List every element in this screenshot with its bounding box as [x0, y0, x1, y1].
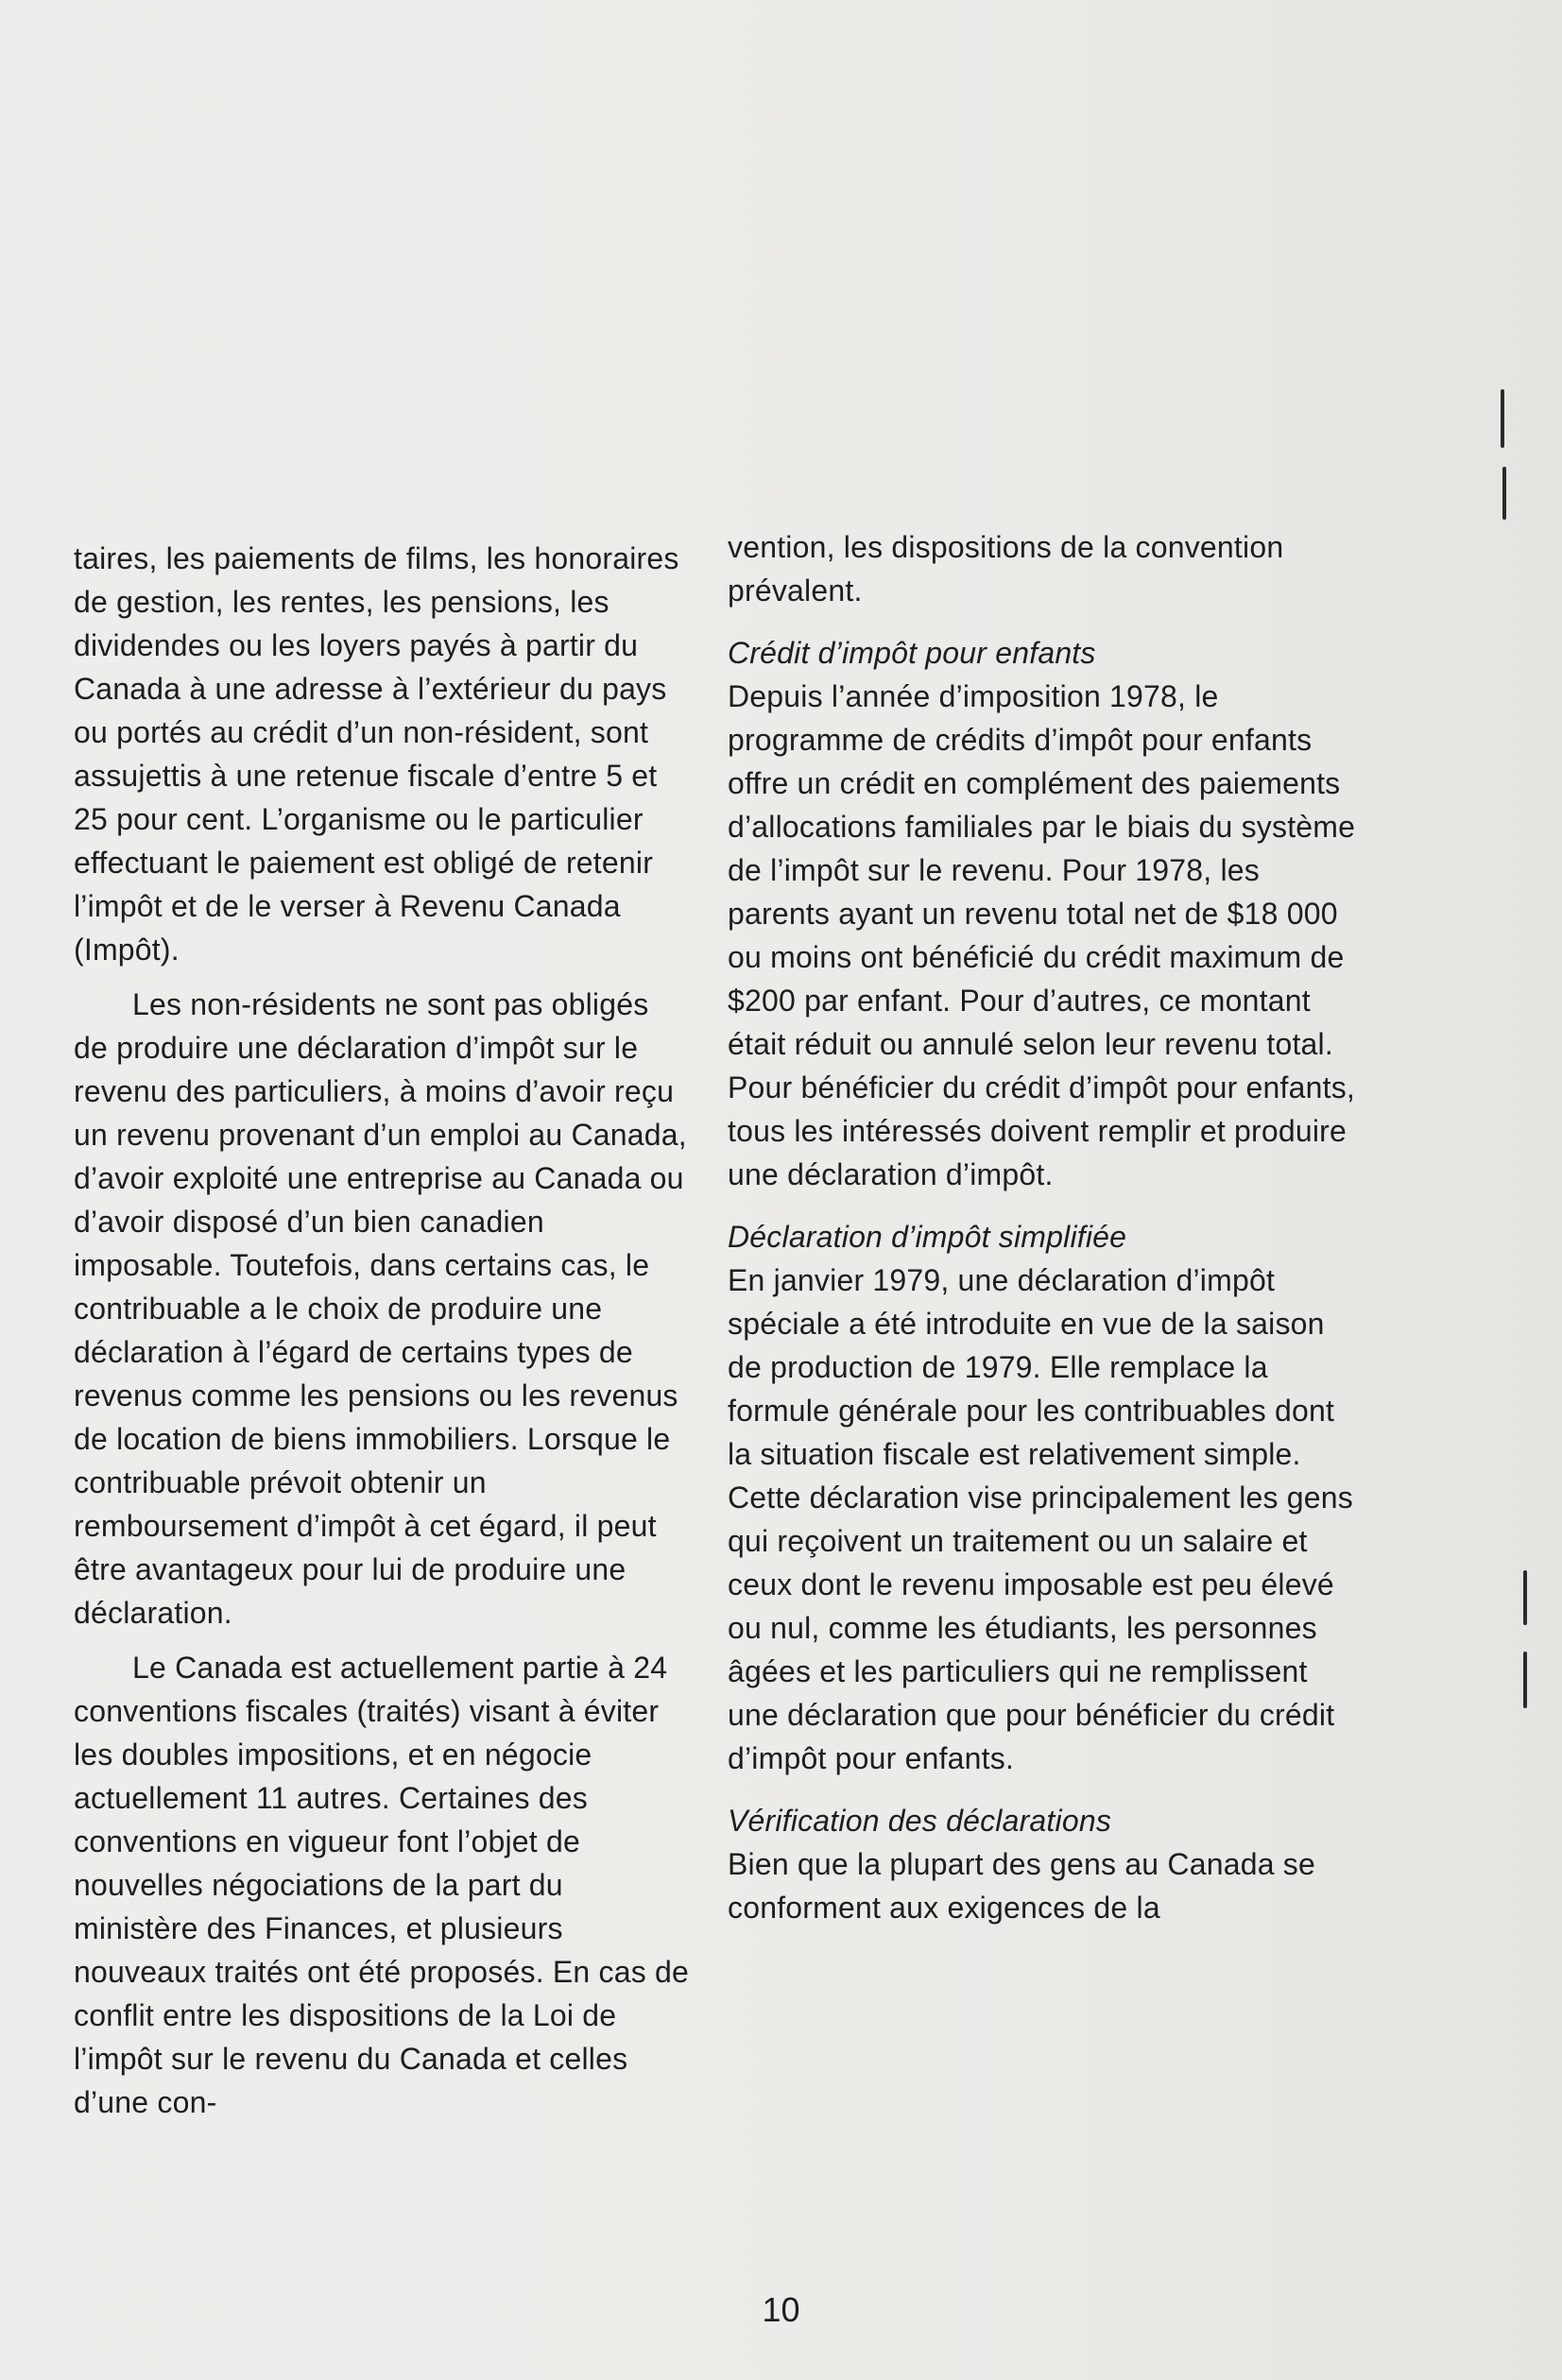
paragraph: taires, les paiements de films, les honoraires de gestion, les rentes, les pensions, les dividendes ou les loyers payés à partir du Canada à une adresse à l’extérieur du pays ou portés au crédit d’un non-résident, sont assujettis à une retenue fiscale d’entre 5 et 25 pour cent. L’organisme ou le particulier effectuant le paiement est obligé de retenir l’impôt et de le verser à Revenu Canada (Impôt).: [74, 541, 679, 967]
staple-mark: [1523, 1570, 1527, 1625]
right-column: [728, 525, 1357, 1929]
left-column: [74, 537, 690, 2124]
paragraph: vention, les dispositions de la convention prévalent.: [728, 530, 1284, 608]
paragraph: Bien que la plupart des gens au Canada se conforment aux exigences de la: [728, 1847, 1315, 1925]
paragraph: En janvier 1979, une déclaration d’impôt spéciale a été introduite en vue de la saison de production de 1979. Elle remplace la formule générale pour les contribuables dont la situation fiscale est relativement simple. Cette déclaration vise principalement les gens qui reçoivent un traitement ou un salaire et ceux dont le revenu imposable est peu élevé ou nul, comme les étudiants, les personnes âgées et les particuliers qui ne remplissent une déclaration que pour bénéficier du crédit d’impôt pour enfants.: [728, 1263, 1353, 1775]
paragraph: Les non-résidents ne sont pas obligés de produire une déclaration d’impôt sur le revenu des particuliers, à moins d’avoir reçu un revenu provenant d’un emploi au Canada, d’avoir exploité une entreprise au Canada ou d’avoir disposé d’un bien canadien imposable. Toutefois, dans certains cas, le contribuable a le choix de produire une déclaration à l’égard de certains types de revenus comme les pensions ou les revenus de location de biens immobiliers. Lorsque le contribuable prévoit obtenir un remboursement d’impôt à cet égard, il peut être avantageux pour lui de produire une déclaration.: [74, 987, 687, 1630]
page-number: 10: [762, 2290, 800, 2329]
staple-mark: [1501, 389, 1504, 448]
section-heading: Déclaration d’impôt simplifiée: [728, 1220, 1127, 1254]
section-heading: Crédit d’impôt pour enfants: [728, 636, 1096, 670]
paragraph: Depuis l’année d’imposition 1978, le programme de crédits d’impôt pour enfants offre un crédit en complément des paiements d’allocations familiales par le biais du système de l’impôt sur le revenu. Pour 1978, les parents ayant un revenu total net de $18 000 ou moins ont bénéficié du crédit maximum de $200 par enfant. Pour d’autres, ce montant était réduit ou annulé selon leur revenu total. Pour bénéficier du crédit d’impôt pour enfants, tous les intéressés doivent remplir et produire une déclaration d’impôt.: [728, 679, 1356, 1191]
staple-mark: [1523, 1652, 1527, 1708]
section-heading: Vérification des déclarations: [728, 1804, 1112, 1838]
paragraph: Le Canada est actuellement partie à 24 conventions fiscales (traités) visant à éviter les doubles impositions, et en négocie actuellement 11 autres. Certaines des conventions en vigueur font l’objet de nouvelles négociations de la part du ministère des Finances, et plusieurs nouveaux traités ont été proposés. En cas de conflit entre les dispositions de la Loi de l’impôt sur le revenu du Canada et celles d’une con-: [74, 1651, 689, 2119]
staple-mark: [1502, 467, 1506, 520]
